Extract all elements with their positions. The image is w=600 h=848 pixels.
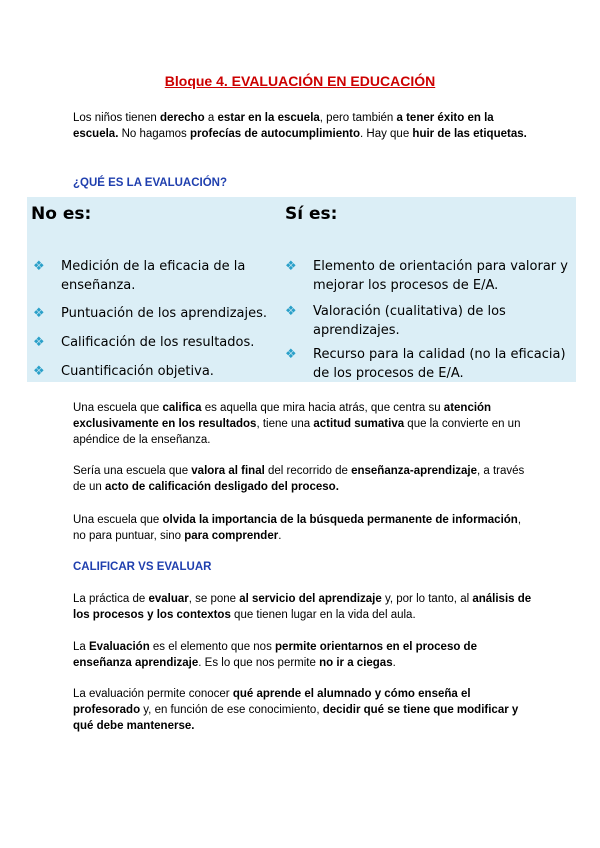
diamond-bullet-icon: ❖	[285, 347, 297, 362]
paragraph-permite: La evaluación permite conocer qué aprende el alumnado y cómo enseña el profesorado y, en función de ese conocimiento, decidir qué se tiene que modificar y qué debe mantenerse.	[73, 688, 519, 732]
paragraph-practica: La práctica de evaluar, se pone al servicio del aprendizaje y, por lo tanto, al análisis de los procesos y los contextos que tienen lugar en la vida del aula.	[73, 593, 532, 621]
diamond-bullet-icon: ❖	[285, 304, 297, 319]
diamond-bullet-icon: ❖	[285, 259, 297, 274]
paragraph-olvida: Una escuela que olvida la importancia de la búsqueda permanente de información, no para puntuar, sino para comprender.	[73, 514, 522, 542]
section-heading-calificar: CALIFICAR VS EVALUAR	[73, 561, 212, 573]
intro-paragraph: Los niños tienen derecho a estar en la escuela, pero también a tener éxito en la escuela. No hagamos profecías de autocumplimiento. Hay que huir de las etiquetas.	[73, 112, 527, 140]
section-heading-que-es: ¿QUÉ ES LA EVALUACIÓN?	[73, 177, 227, 189]
si-es-heading: Sí es:	[285, 204, 338, 224]
diamond-bullet-icon: ❖	[33, 364, 45, 379]
paragraph-valora: Sería una escuela que valora al final del recorrido de enseñanza-aprendizaje, a través de un acto de calificación desligado del proceso.	[73, 465, 525, 493]
diamond-bullet-icon: ❖	[33, 306, 45, 321]
paragraph-califica: Una escuela que califica es aquella que mira hacia atrás, que centra su atención exclusivamente en los resultados, tiene una actitud sumativa que la convierte en un apéndice de la enseñanza.	[73, 402, 521, 446]
paragraph-evaluacion: La Evaluación es el elemento que nos permite orientarnos en el proceso de enseñanza aprendizaje. Es lo que nos permite no ir a ciegas.	[73, 641, 477, 669]
diamond-bullet-icon: ❖	[33, 335, 45, 350]
diamond-bullet-icon: ❖	[33, 259, 45, 274]
comparison-box: No es: Sí es: ❖ Medición de la eficacia de la enseñanza. ❖ Puntuación de los aprendizajes. ❖ Calificación de los resultados. ❖ Cuantificación objetiva. ❖ Elemento de orientación para valorar y mejorar los procesos de E/A. ❖ Valoración (cualitativa) de los aprendizajes. ❖ Recurso para la calidad (no la eficacia) de los procesos de E/A.	[27, 197, 576, 382]
page-title: Bloque 4. EVALUACIÓN EN EDUCACIÓN	[164, 73, 436, 89]
no-es-heading: No es:	[31, 204, 92, 224]
